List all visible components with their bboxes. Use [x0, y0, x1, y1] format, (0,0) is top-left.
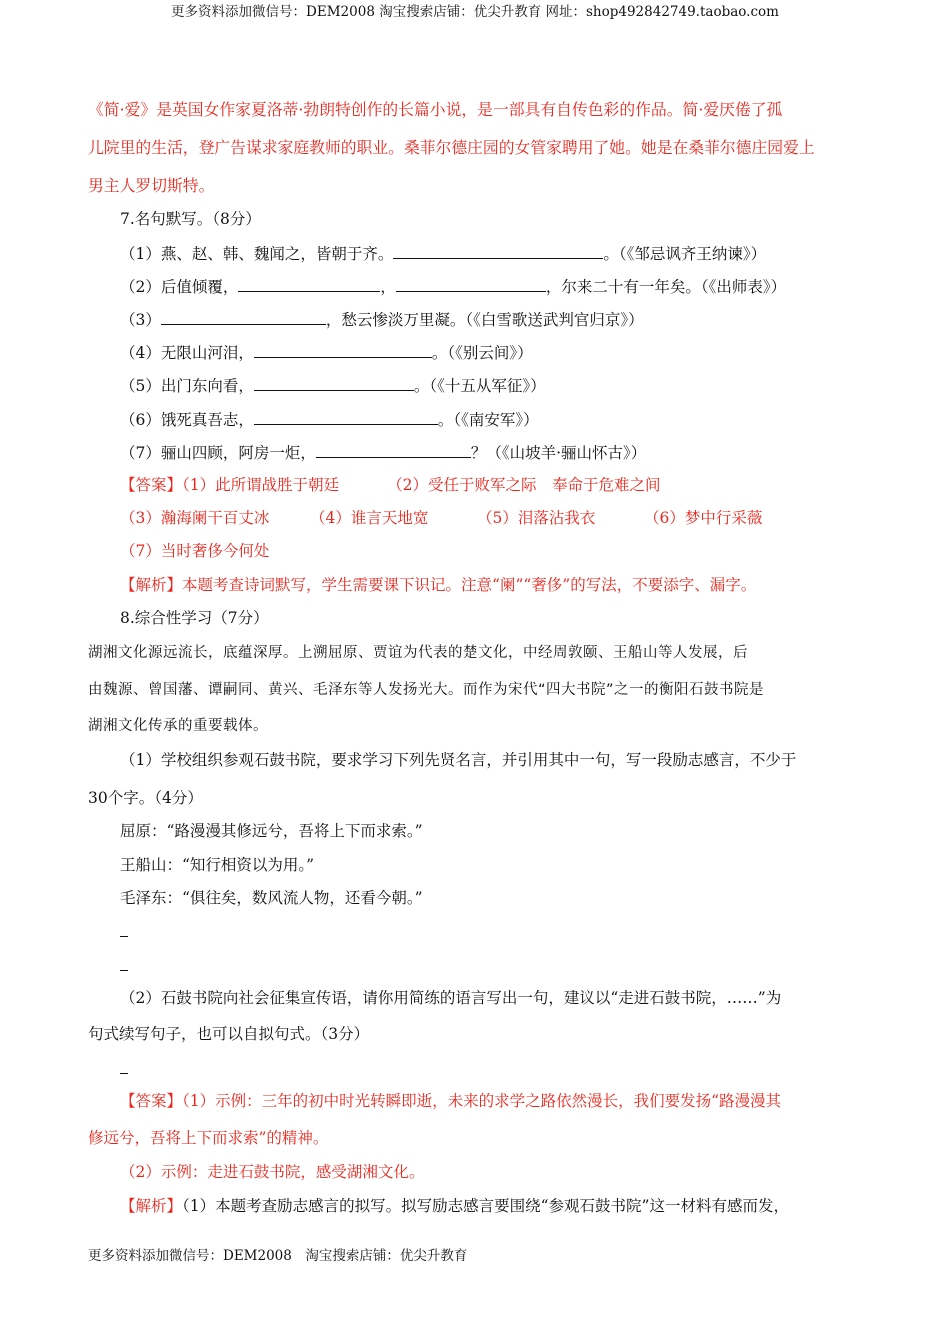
q8-sub1-line-2: 30个字。（4分）	[88, 789, 203, 807]
q8-analysis: 【解析】（1）本题考查励志感言的拟写。拟写励志感言要围绕“参观石鼓书院”这一材料有感而发，	[120, 1197, 789, 1215]
answer-blank-line[interactable]	[120, 936, 128, 937]
q7-item-5: （5）出门东向看， 。（《十五从军征》）	[120, 374, 546, 396]
q8-sub1-line-1: （1）学校组织参观石鼓书院，要求学习下列先贤名言，并引用其中一句，写一段励志感言，不少于	[120, 751, 797, 769]
blank-7[interactable]	[316, 441, 471, 458]
quote-quyuan: 屈原：“路漫漫其修远兮，吾将上下而求索。”	[120, 822, 423, 840]
quote-maozedong: 毛泽东：“俱往矣，数风流人物，还看今朝。”	[120, 889, 423, 907]
q7-answer-row-2: （3）瀚海阑干百丈冰 （4）谁言天地宽 （5）泪落沾我衣 （6）梦中行采薇	[120, 509, 763, 527]
q7-item-7: （7）骊山四顾，阿房一炬， ？（《山坡羊·骊山怀古》）	[120, 441, 646, 463]
answer-blank-line[interactable]	[120, 970, 128, 971]
q8-answer-2: （2）示例：走进石鼓书院，感受湖湘文化。	[120, 1163, 425, 1181]
q8-sub2-line-1: （2）石鼓书院向社会征集宣传语，请你用简练的语言写出一句，建议以“走进石鼓书院，……”为	[120, 989, 782, 1007]
blank-5[interactable]	[254, 374, 414, 391]
q8-material-2: 由魏源、曾国藩、谭嗣同、黄兴、毛泽东等人发扬光大。而作为宋代“四大书院”之一的衡阳石鼓书院是	[88, 682, 765, 698]
page-header: 更多资料添加微信号：DEM2008 淘宝搜索店铺：优尖升教育 网址：shop492842749.taobao.com	[171, 4, 779, 20]
q7-analysis: 【解析】本题考查诗词默写，学生需要课下识记。注意“阑”“奢侈”的写法，不要添字、漏字。	[120, 576, 757, 594]
blank-2b[interactable]	[396, 275, 546, 292]
blank-1[interactable]	[393, 242, 603, 259]
blank-3[interactable]	[161, 308, 326, 325]
q8-title: 8.综合性学习（7分）	[120, 609, 269, 627]
q7-item-6: （6）饿死真吾志， 。（《南安军》）	[120, 408, 539, 430]
q8-answer-line-1: 【答案】（1）示例：三年的初中时光转瞬即逝，未来的求学之路依然漫长，我们要发扬“路漫漫其	[120, 1092, 782, 1110]
q7-item-2: （2）后值倾覆， ， ，尔来二十有一年矣。（《出师表》）	[120, 275, 786, 297]
q8-sub2-line-2: 句式续写句子，也可以自拟句式。（3分）	[88, 1025, 370, 1043]
answer-blank-line[interactable]	[120, 1073, 128, 1074]
intro-line-2: 儿院里的生活，登广告谋求家庭教师的职业。桑菲尔德庄园的女管家聘用了她。她是在桑菲尔德庄园爱上	[88, 138, 815, 157]
answer-tag: 【答案】	[120, 1092, 183, 1110]
q8-material-1: 湖湘文化源远流长，底蕴深厚。上溯屈原、贾谊为代表的楚文化，中经周敦颐、王船山等人发展，后	[88, 645, 748, 661]
answer-tag: 【答案】	[120, 476, 183, 494]
q7-item-4: （4）无限山河泪， 。（《别云间》）	[120, 341, 533, 363]
q7-answer-row-1: 【答案】（1）此所谓战胜于朝廷 （2）受任于败军之际 奉命于危难之间	[120, 476, 661, 494]
quote-wangchuanshan: 王船山：“知行相资以为用。”	[120, 856, 315, 874]
blank-2a[interactable]	[238, 275, 380, 292]
q7-item-1: （1）燕、赵、韩、魏闻之，皆朝于齐。 。（《邹忌讽齐王纳谏》）	[120, 242, 766, 264]
blank-6[interactable]	[254, 408, 438, 425]
q8-answer-line-2: 修远兮，吾将上下而求索”的精神。	[88, 1129, 329, 1147]
intro-line-3: 男主人罗切斯特。	[88, 176, 215, 195]
q7-item-3: （3） ，愁云惨淡万里凝。（《白雪歌送武判官归京》）	[120, 308, 644, 330]
analysis-tag: 【解析】	[120, 1197, 183, 1215]
blank-4[interactable]	[254, 341, 432, 358]
q8-material-3: 湖湘文化传承的重要载体。	[88, 718, 268, 734]
intro-line-1: 《简·爱》是英国女作家夏洛蒂·勃朗特创作的长篇小说，是一部具有自传色彩的作品。简·爱厌倦了孤	[88, 100, 783, 119]
analysis-tag: 【解析】	[120, 576, 183, 594]
page-footer: 更多资料添加微信号：DEM2008 淘宝搜索店铺：优尖升教育	[88, 1248, 468, 1264]
q7-title: 7.名句默写。（8分）	[120, 210, 261, 228]
q7-answer-row-3: （7）当时奢侈今何处	[120, 542, 270, 560]
